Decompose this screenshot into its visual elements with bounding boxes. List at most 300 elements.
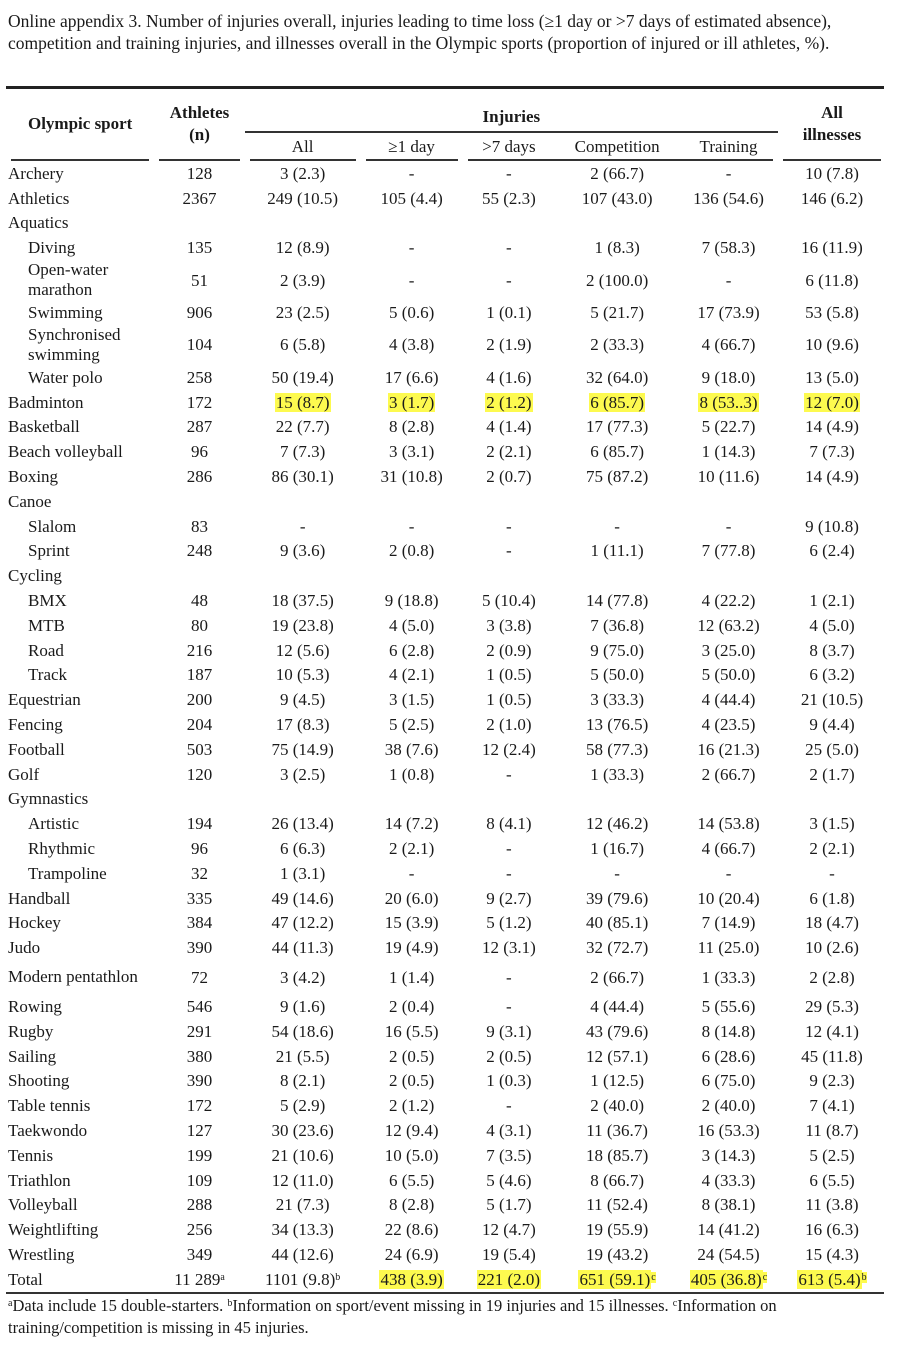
cell-illnesses [778,762,886,787]
cell-value: 172 [186,1096,213,1116]
cell-injuries-1day [361,663,463,688]
cell-value: 9 (10.8) [805,516,859,536]
cell-athletes [154,613,244,638]
cell-athletes [154,861,244,886]
cell-value: 22 (7.7) [275,417,330,437]
header-injuries: Injuries [482,107,541,126]
cell-illnesses [778,464,886,489]
cell-value: 20 (6.0) [384,888,439,908]
cell-injuries-1day [361,211,463,236]
cell-competition [555,1168,679,1193]
cell-value: 5 (0.6) [388,303,435,323]
cell-training [679,415,778,440]
cell-value: 6 (5.5) [809,1170,855,1190]
cell-injuries-7days [463,260,556,300]
footnote-c-mark: c [672,1297,678,1309]
cell-value: 5 (4.6) [486,1170,532,1190]
sport-name: Handball [8,888,71,908]
cell-value: 146 (6.2) [800,188,864,208]
cell-value: 349 [186,1244,213,1264]
cell-value: 12 (4.1) [805,1021,859,1041]
cell-value: 6 (5.8) [279,335,326,355]
cell-athletes [154,1093,244,1118]
cell-injuries-1day [361,1019,463,1044]
cell-athletes [154,464,244,489]
cell-value: 5 (50.0) [590,665,645,685]
cell-value: 54 (18.6) [271,1021,334,1041]
cell-injuries-all [245,1044,361,1069]
cell-value: 4 (44.4) [590,997,645,1016]
cell-value: 32 (72.7) [585,938,649,958]
cell-value: 2 (2.1) [388,839,435,859]
cell-training [679,1168,778,1193]
cell-value: 18 (4.7) [805,913,859,933]
cell-value: 6 (3.2) [809,665,855,685]
cell-illnesses [778,390,886,415]
cell-value: 8 (2.1) [279,1071,326,1091]
cell-illnesses [778,911,886,936]
cell-value: 8 (53..3) [699,392,758,412]
table-row [6,1242,886,1267]
cell-injuries-7days [463,1069,556,1094]
cell-injuries-7days [463,836,556,861]
table-row [6,260,886,300]
cell-competition [555,1267,679,1292]
table-row [6,539,886,564]
cell-injuries-1day [361,861,463,886]
cell-training [679,211,778,236]
table-row [6,1143,886,1168]
sport-name: Hockey [8,913,61,933]
table-row [6,935,886,960]
cell-value: 405 (36.8) [690,1269,762,1289]
cell-value: 43 (79.6) [585,1021,649,1041]
cell-injuries-7days [463,1143,556,1168]
cell-value: - [299,516,306,536]
sport-name: Modern pentathlon [8,967,138,987]
cell-value: - [506,1096,512,1116]
cell-illnesses [778,439,886,464]
cell-injuries-7days [463,935,556,960]
cell-illnesses [778,415,886,440]
cell-injuries-1day [361,539,463,564]
cell-training [679,235,778,260]
sport-name: Sprint [28,541,70,561]
cell-injuries-7days [463,787,556,812]
cell-value: 258 [186,367,213,387]
cell-illnesses [778,861,886,886]
cell-competition [555,1217,679,1242]
cell-value: 45 (11.8) [801,1046,863,1066]
sport-name: Rugby [8,1021,54,1041]
table-row [6,464,886,489]
cell-value: 19 (43.2) [585,1244,649,1264]
cell-training [679,638,778,663]
cell-value: 8 (66.7) [590,1170,645,1190]
cell-injuries-1day [361,325,463,365]
cell-injuries-all [245,886,361,911]
table-row [6,1019,886,1044]
cell-injuries-7days [463,613,556,638]
cell-value: 4 (33.3) [701,1170,756,1190]
footnote-marker: c [762,1271,768,1283]
cell-value: 2 (0.4) [388,997,435,1016]
cell-illnesses [778,994,886,1019]
cell-value: 906 [186,303,213,323]
cell-value: 34 (13.3) [271,1220,334,1240]
cell-value: 12 (46.2) [585,814,649,834]
cell-value: 8 (38.1) [701,1195,756,1215]
cell-athletes [154,836,244,861]
cell-value: 5 (2.5) [809,1145,855,1165]
cell-value: 19 (5.4) [481,1244,536,1264]
cell-training [679,886,778,911]
table-row [6,960,886,994]
cell-value: 47 (12.2) [271,913,334,933]
table-row [6,161,886,186]
cell-injuries-7days [463,1044,556,1069]
cell-value: 4 (23.5) [701,715,756,735]
table-row [6,563,886,588]
cell-illnesses [778,1118,886,1143]
cell-value: 7 (7.3) [279,442,326,462]
cell-value: 11 (8.7) [805,1120,859,1140]
cell-competition [555,638,679,663]
cell-illnesses [778,638,886,663]
cell-injuries-7days [463,911,556,936]
cell-athletes [154,935,244,960]
cell-injuries-all [245,1118,361,1143]
cell-value: - [408,270,415,290]
cell-injuries-1day [361,260,463,300]
cell-value: 613 (5.4) [798,1269,861,1289]
cell-value: 5 (10.4) [481,591,536,611]
cell-athletes [154,1019,244,1044]
cell-value: 1 (0.3) [486,1071,532,1091]
cell-injuries-all [245,300,361,325]
cell-value: 503 [186,739,213,759]
cell-value: 12 (57.1) [585,1046,649,1066]
cell-value: 4 (44.4) [701,690,756,710]
subheader-training: Training [679,131,778,159]
table-row [6,638,886,663]
cell-value: 15 (4.3) [805,1244,859,1264]
cell-value: 2 (0.5) [486,1046,532,1066]
cell-value: 3 (4.2) [279,967,326,987]
cell-value: 7 (4.1) [809,1096,855,1116]
cell-illnesses [778,563,886,588]
cell-value: 1 (2.1) [809,591,855,611]
cell-value: 24 (6.9) [384,1244,439,1264]
cell-illnesses [778,539,886,564]
cell-competition [555,563,679,588]
cell-illnesses [778,663,886,688]
total-row [6,1267,886,1292]
cell-injuries-all [245,762,361,787]
cell-value: 12 (2.4) [481,739,536,759]
cell-value: 2 (66.7) [590,163,645,183]
cell-value: 3 (1.5) [388,690,435,710]
cell-athletes [154,1192,244,1217]
sport-name: Tennis [8,1145,54,1165]
cell-competition [555,1093,679,1118]
cell-injuries-1day [361,787,463,812]
cell-value: 3 (33.3) [590,690,645,710]
table-row [6,1069,886,1094]
cell-training [679,1118,778,1143]
cell-value: 13 (76.5) [585,715,649,735]
cell-value: 4 (1.4) [486,417,532,437]
cell-training [679,1019,778,1044]
cell-value: 80 [191,615,209,635]
cell-athletes [154,787,244,812]
cell-competition [555,161,679,186]
footnotes [6,1295,886,1339]
cell-injuries-1day [361,186,463,211]
cell-value: 651 (59.1) [579,1269,651,1289]
cell-value: 6 (2.8) [388,640,435,660]
table-row [6,325,886,365]
cell-athletes [154,712,244,737]
cell-competition [555,861,679,886]
cell-injuries-all [245,563,361,588]
cell-training [679,1044,778,1069]
cell-value: - [408,238,415,258]
cell-injuries-1day [361,960,463,994]
cell-value: 12 (11.0) [271,1170,334,1190]
cell-training [679,464,778,489]
cell-athletes [154,211,244,236]
cell-value: 2 (0.9) [486,640,532,660]
cell-value: 136 (54.6) [693,188,764,208]
cell-value: 11 (25.0) [697,938,760,958]
cell-injuries-all [245,911,361,936]
cell-injuries-7days [463,365,556,390]
cell-injuries-7days [463,1217,556,1242]
cell-competition [555,439,679,464]
cell-value: 44 (11.3) [271,938,334,958]
cell-value: 335 [186,888,213,908]
cell-value: 8 (4.1) [486,814,532,834]
cell-value: 199 [186,1145,213,1165]
cell-training [679,787,778,812]
sport-name: Diving [28,238,76,258]
table-row [6,994,886,1019]
sport-name: Slalom [28,516,77,536]
cell-illnesses [778,1192,886,1217]
cell-value: 16 (6.3) [805,1220,859,1240]
cell-value: 6 (1.8) [809,888,855,908]
cell-value: 1 (0.1) [486,303,532,323]
cell-value: 6 (11.8) [805,270,859,290]
header-illnesses-line1: All [821,103,843,122]
cell-value: - [506,238,512,258]
sport-name: BMX [28,591,67,611]
cell-athletes [154,638,244,663]
table-row [6,211,886,236]
cell-value: 248 [186,541,213,561]
cell-value: 5 (55.6) [701,997,756,1016]
cell-injuries-7days [463,712,556,737]
cell-value: 17 (8.3) [275,715,330,735]
cell-injuries-1day [361,1143,463,1168]
cell-value: - [725,863,732,883]
cell-value: 286 [186,467,213,487]
cell-value: 11 (52.4) [586,1195,648,1215]
cell-value: 53 (5.8) [805,303,859,323]
cell-value: 12 (5.6) [275,640,330,660]
cell-value: 1 (0.5) [486,665,532,685]
cell-value: - [725,516,732,536]
cell-value: 2 (40.0) [701,1096,756,1116]
cell-value: 10 (5.0) [384,1145,439,1165]
cell-value: 194 [186,814,213,834]
cell-value: 10 (5.3) [275,665,330,685]
cell-value: 48 [191,591,209,611]
sport-name: Table tennis [8,1096,91,1116]
cell-value: 10 (2.6) [805,938,859,958]
cell-illnesses [778,211,886,236]
cell-value: 1 (33.3) [701,967,756,987]
cell-injuries-7days [463,762,556,787]
table-row [6,489,886,514]
cell-competition [555,1019,679,1044]
table-row [6,861,886,886]
cell-injuries-1day [361,762,463,787]
sport-name: MTB [28,615,65,635]
cell-value: 128 [186,163,213,183]
cell-value: 49 (14.6) [271,888,334,908]
cell-competition [555,762,679,787]
cell-value: 2 (33.3) [590,335,645,355]
cell-value: 1101 (9.8) [265,1269,336,1289]
cell-value: 32 (64.0) [585,367,649,387]
cell-illnesses [778,811,886,836]
cell-value: 29 (5.3) [805,997,859,1016]
cell-value: 96 [191,839,209,859]
cell-illnesses [778,588,886,613]
cell-value: 9 (2.3) [809,1071,855,1091]
cell-injuries-1day [361,1168,463,1193]
sport-name: Golf [8,764,40,784]
cell-competition [555,211,679,236]
cell-training [679,161,778,186]
cell-value: 10 (20.4) [697,888,760,908]
cell-injuries-all [245,960,361,994]
cell-value: 9 (3.1) [486,1021,532,1041]
cell-illnesses [778,1242,886,1267]
table-row [6,787,886,812]
cell-value: 2 (2.1) [486,442,532,462]
cell-competition [555,186,679,211]
cell-value: 51 [191,270,209,290]
cell-injuries-7days [463,514,556,539]
header-sport: Olympic sport [27,114,133,133]
cell-athletes [154,186,244,211]
cell-value: 14 (77.8) [585,591,649,611]
table-row [6,836,886,861]
cell-injuries-1day [361,1069,463,1094]
cell-injuries-7days [463,211,556,236]
cell-injuries-all [245,1242,361,1267]
cell-competition [555,300,679,325]
table-row [6,737,886,762]
cell-value: - [506,839,512,859]
cell-injuries-all [245,1143,361,1168]
cell-value: 2 (0.7) [486,467,532,487]
cell-training [679,390,778,415]
cell-competition [555,1143,679,1168]
cell-value: 216 [186,640,213,660]
cell-value: 8 (14.8) [701,1021,756,1041]
cell-value: 2 (0.5) [388,1071,435,1091]
cell-training [679,514,778,539]
footnote-marker: b [861,1271,867,1283]
cell-value: - [506,516,512,536]
cell-illnesses [778,365,886,390]
cell-value: - [829,863,835,883]
cell-competition [555,886,679,911]
sport-name: Equestrian [8,690,81,710]
cell-value: 50 (19.4) [271,367,334,387]
cell-value: 2 (1.2) [388,1096,435,1116]
cell-injuries-all [245,1093,361,1118]
cell-athletes [154,588,244,613]
cell-value: 6 (75.0) [701,1071,756,1091]
cell-injuries-1day [361,365,463,390]
cell-value: 546 [186,997,213,1016]
sport-name: Cycling [8,566,62,586]
cell-training [679,935,778,960]
sport-name: Canoe [8,491,52,511]
cell-athletes [154,1168,244,1193]
cell-illnesses [778,186,886,211]
cell-illnesses [778,1069,886,1094]
cell-competition [555,811,679,836]
cell-illnesses [778,1143,886,1168]
sport-name: Rowing [8,997,62,1016]
cell-value: 104 [186,335,213,355]
cell-injuries-1day [361,638,463,663]
cell-injuries-7days [463,186,556,211]
cell-value: 390 [186,938,213,958]
cell-injuries-7days [463,1093,556,1118]
cell-value: 1 (8.3) [594,238,640,258]
cell-injuries-all [245,235,361,260]
table-row [6,811,886,836]
cell-value: 1 (0.8) [388,764,435,784]
cell-value: 12 (63.2) [697,615,760,635]
cell-value: 3 (1.5) [809,814,855,834]
cell-injuries-all [245,588,361,613]
cell-injuries-1day [361,1242,463,1267]
cell-injuries-1day [361,712,463,737]
cell-injuries-7days [463,638,556,663]
cell-value: 2367 [182,188,217,208]
cell-value: 30 (23.6) [271,1120,334,1140]
cell-competition [555,588,679,613]
footnote-c: Information on training/competition is missing in 45 injuries. [8,1295,777,1337]
cell-training [679,663,778,688]
cell-illnesses [778,1019,886,1044]
cell-injuries-all [245,861,361,886]
sport-name: Volleyball [8,1195,78,1215]
cell-illnesses [778,687,886,712]
cell-injuries-all [245,935,361,960]
cell-value: 18 (85.7) [585,1145,649,1165]
header-athletes-line2: (n) [189,125,210,144]
cell-athletes [154,539,244,564]
